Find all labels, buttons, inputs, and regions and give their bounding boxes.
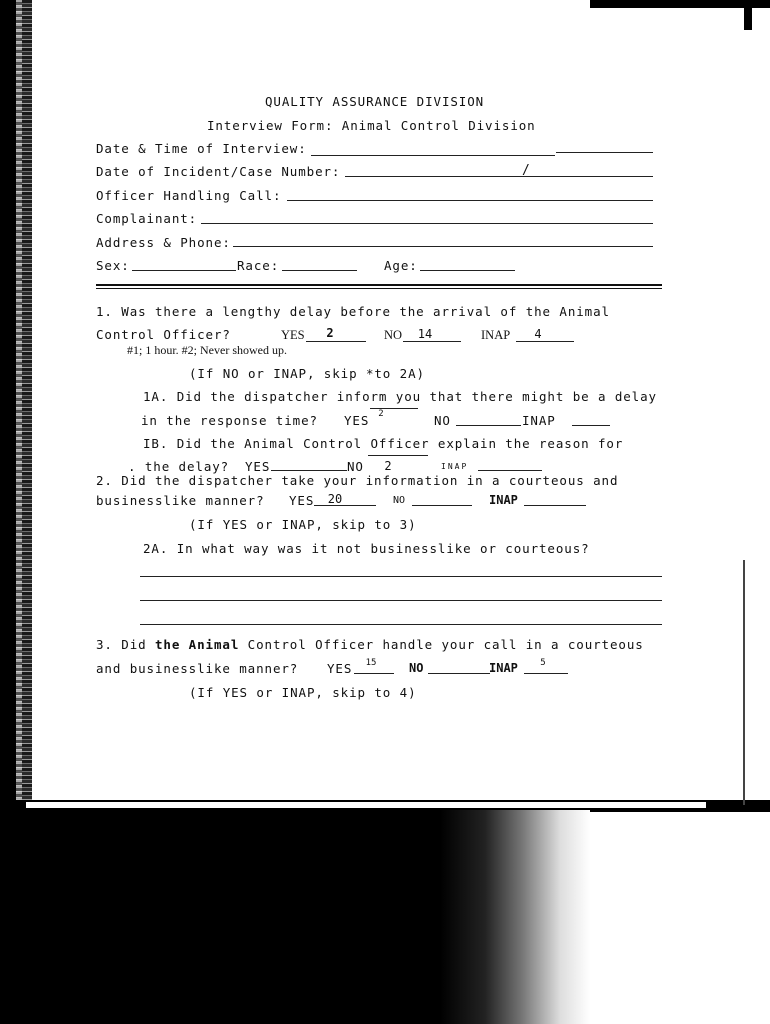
q3-text-c: Control Officer handle your call in a courteous bbox=[239, 637, 644, 652]
q2-inap-label: INAP bbox=[489, 493, 518, 507]
q2-yes-value: 20 bbox=[327, 492, 343, 506]
q1a-no-label: NO bbox=[434, 413, 451, 428]
q1-yes-value: 2 bbox=[326, 326, 334, 340]
incident-label: Date of Incident/Case Number: bbox=[96, 164, 341, 179]
q1a-inap-label: INAP bbox=[522, 413, 556, 428]
date-time-line-2[interactable] bbox=[556, 152, 653, 153]
q1-text: 1. Was there a lengthy delay before the arrival of the Animal bbox=[96, 304, 610, 319]
q2-no-label: NO bbox=[393, 495, 406, 506]
sex-label: Sex: bbox=[96, 258, 130, 273]
sex-line[interactable] bbox=[132, 270, 236, 271]
incident-slash: / bbox=[522, 163, 530, 178]
q1b-yes-label: YES bbox=[245, 459, 271, 474]
q1a-yes-label: YES bbox=[344, 413, 370, 428]
q3-yes-line[interactable] bbox=[354, 673, 394, 674]
q3-text-2: and businesslike manner? bbox=[96, 661, 299, 676]
q1-inap-label: INAP bbox=[481, 328, 511, 342]
q1a-yes-value: 2 bbox=[378, 409, 384, 419]
q3-no-label: NO bbox=[409, 661, 424, 675]
scan-white-corner bbox=[590, 812, 770, 1024]
q2a-answer-line-2[interactable] bbox=[140, 600, 662, 601]
scan-border-top bbox=[590, 0, 770, 8]
officer-label: Officer Handling Call: bbox=[96, 188, 282, 203]
q1a-inap-line[interactable] bbox=[572, 425, 610, 426]
q1b-no-label: NO bbox=[347, 459, 364, 474]
q1-skip: (If NO or INAP, skip *to 2A) bbox=[189, 366, 425, 381]
q2a-answer-line-3[interactable] bbox=[140, 624, 662, 625]
q3-yes-label: YES bbox=[327, 661, 353, 676]
q2-text: 2. Did the dispatcher take your information in a courteous and bbox=[96, 473, 619, 488]
q1b-inap-line[interactable] bbox=[478, 470, 542, 471]
race-label: Race: bbox=[237, 258, 280, 273]
age-label: Age: bbox=[384, 258, 418, 273]
q1a-no-line[interactable] bbox=[456, 425, 521, 426]
q1-text-2: Control Officer? bbox=[96, 327, 231, 342]
q3-text-b: the Animal bbox=[154, 637, 240, 652]
q1-yes-label: YES bbox=[281, 328, 305, 342]
q1b-no-value: 2 bbox=[384, 459, 392, 473]
q2-text-2: businesslike manner? bbox=[96, 493, 265, 508]
form-title: Interview Form: Animal Control Division bbox=[207, 118, 536, 133]
scan-right-edge bbox=[743, 560, 745, 805]
q1a-text-2: in the response time? bbox=[141, 413, 318, 428]
q2-inap-line[interactable] bbox=[524, 505, 586, 506]
incident-line[interactable] bbox=[345, 176, 653, 177]
q3-text-a: 3. Did bbox=[96, 637, 155, 652]
date-time-label: Date & Time of Interview: bbox=[96, 141, 307, 156]
address-label: Address & Phone: bbox=[96, 235, 231, 250]
q1-inap-value: 4 bbox=[534, 327, 542, 341]
q1-note: #1; 1 hour. #2; Never showed up. bbox=[127, 343, 287, 357]
race-line[interactable] bbox=[282, 270, 357, 271]
age-line[interactable] bbox=[420, 270, 515, 271]
complainant-label: Complainant: bbox=[96, 211, 198, 226]
q1b-inap-label: INAP bbox=[441, 462, 469, 471]
q3-inap-line[interactable] bbox=[524, 673, 568, 674]
q2-skip: (If YES or INAP, skip to 3) bbox=[189, 517, 417, 532]
q1b-yes-line[interactable] bbox=[271, 470, 347, 471]
q1a-text: 1A. Did the dispatcher inform you that there might be a delay bbox=[143, 389, 657, 404]
q1b-no-line[interactable] bbox=[368, 455, 428, 456]
q1-inap-line[interactable] bbox=[516, 341, 574, 342]
address-line[interactable] bbox=[233, 246, 653, 247]
q1-yes-line[interactable] bbox=[306, 341, 366, 342]
q2-yes-label: YES bbox=[289, 493, 315, 508]
q3-inap-label: INAP bbox=[489, 661, 518, 675]
complainant-line[interactable] bbox=[201, 223, 653, 224]
date-time-line[interactable] bbox=[311, 155, 555, 156]
q3-inap-value: 5 bbox=[540, 658, 546, 668]
q3-text bbox=[96, 637, 644, 652]
q1-no-line[interactable] bbox=[403, 341, 461, 342]
q1b-text-2: . the delay? bbox=[128, 459, 230, 474]
q1b-text: IB. Did the Animal Control Officer explain the reason for bbox=[143, 436, 624, 451]
q2a-text: 2A. In what way was it not businesslike or courteous? bbox=[143, 541, 590, 556]
q2a-answer-line-1[interactable] bbox=[140, 576, 662, 577]
q3-no-line[interactable] bbox=[428, 673, 490, 674]
divider-rule-2 bbox=[96, 288, 662, 289]
q1-no-value: 14 bbox=[417, 327, 433, 341]
divider-rule-1 bbox=[96, 284, 662, 286]
page-bottom-edge bbox=[26, 802, 706, 808]
q2-no-line[interactable] bbox=[412, 505, 472, 506]
division-title: QUALITY ASSURANCE DIVISION bbox=[265, 94, 485, 109]
scan-gradient bbox=[440, 810, 590, 1024]
scan-border-corner bbox=[744, 0, 752, 30]
officer-line[interactable] bbox=[287, 200, 653, 201]
q3-yes-value: 15 bbox=[365, 658, 377, 668]
q3-skip: (If YES or INAP, skip to 4) bbox=[189, 685, 417, 700]
q1-no-label: NO bbox=[384, 328, 403, 342]
